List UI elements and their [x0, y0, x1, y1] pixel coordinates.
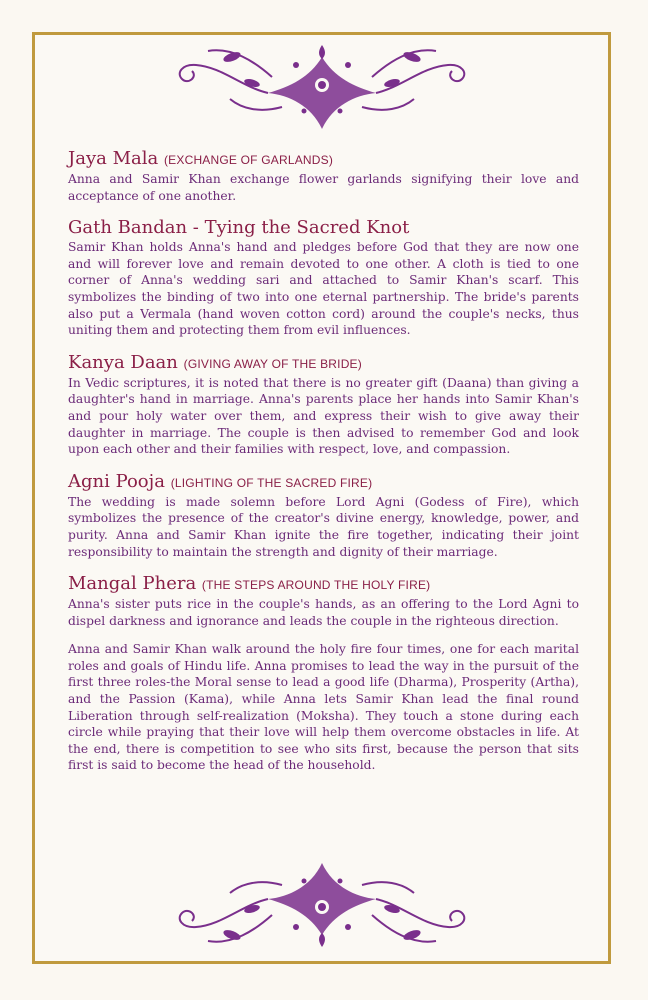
section-gath-bandan: [68, 217, 579, 339]
section-paragraph: Samir Khan holds Anna's hand and pledges before God that they are now one and will forever love and remain devoted to one other. A cloth is tied to one corner of Anna's wedding sari and attached to Samir Khan's scarf. This symbolizes the binding of two into one eternal partnership. The bride's parents also put a Vermala (hand woven cotton cord) around the couple's necks, thus uniting them and protecting them from evil influences.: [68, 240, 579, 338]
section-agni-pooja: [68, 471, 579, 560]
section-title: Jaya Mala: [68, 148, 159, 169]
section-jaya-mala: [68, 148, 579, 204]
section-subtitle: (GIVING AWAY OF THE BRIDE): [183, 356, 362, 371]
program-content: [68, 148, 579, 787]
top-floral-ornament-icon: [172, 37, 472, 137]
section-heading: [68, 471, 579, 494]
section-paragraph: The wedding is made solemn before Lord Agni (Godess of Fire), which symbolizes the presence of the creator's divine energy, knowledge, power, and purity. Anna and Samir Khan ignite the fire together, indicating their joint responsibility to maintain the strength and dignity of their marriage.: [68, 494, 579, 559]
section-paragraph: Anna and Samir Khan walk around the holy fire four times, one for each marital roles and goals of Hindu life. Anna promises to lead the way in the pursuit of the first three roles-the Moral sense to lead a good life (Dharma), Prosperity (Artha), and the Passion (Kama), while Anna lets Samir Khan lead the final round Liberation through self-realization (Moksha). They touch a stone during each circle while praying that their love will help them overcome obstacles in life. At the end, there is competition to see who sits first, because the person that sits first is said to become the head of the household.: [68, 642, 579, 773]
section-title: Mangal Phera: [68, 573, 197, 595]
program-page: [32, 32, 611, 964]
section-subtitle: (THE STEPS AROUND THE HOLY FIRE): [201, 578, 431, 593]
section-heading: [68, 217, 579, 239]
section-title: Agni Pooja: [68, 470, 165, 492]
section-kanya-daan: [68, 352, 579, 458]
section-paragraph: Anna's sister puts rice in the couple's hands, as an offering to the Lord Agni to dispel darkness and ignorance and leads the couple in the righteous direction.: [68, 597, 579, 628]
section-heading: [68, 573, 579, 596]
section-paragraph: Anna and Samir Khan exchange flower garlands signifying their love and acceptance of one another.: [68, 172, 579, 203]
section-subtitle: (LIGHTING OF THE SACRED FIRE): [170, 475, 373, 490]
section-subtitle: (EXCHANGE OF GARLANDS): [163, 153, 334, 167]
section-title: Gath Bandan - Tying the Sacred Knot: [68, 217, 410, 239]
section-title: Kanya Daan: [68, 351, 178, 373]
section-paragraph: In Vedic scriptures, it is noted that there is no greater gift (Daana) than giving a daughter's hand in marriage. Anna's parents place her hands into Samir Khan's and pour holy water over them, and express their wish to give away their daughter in marriage. The couple is then advised to remember God and look upon each other and their families with respect, love, and compassion.: [68, 375, 579, 457]
section-mangal-phera: [68, 573, 579, 774]
section-heading: [68, 148, 579, 171]
bottom-floral-ornament-icon: [172, 859, 472, 959]
section-heading: [68, 352, 579, 375]
